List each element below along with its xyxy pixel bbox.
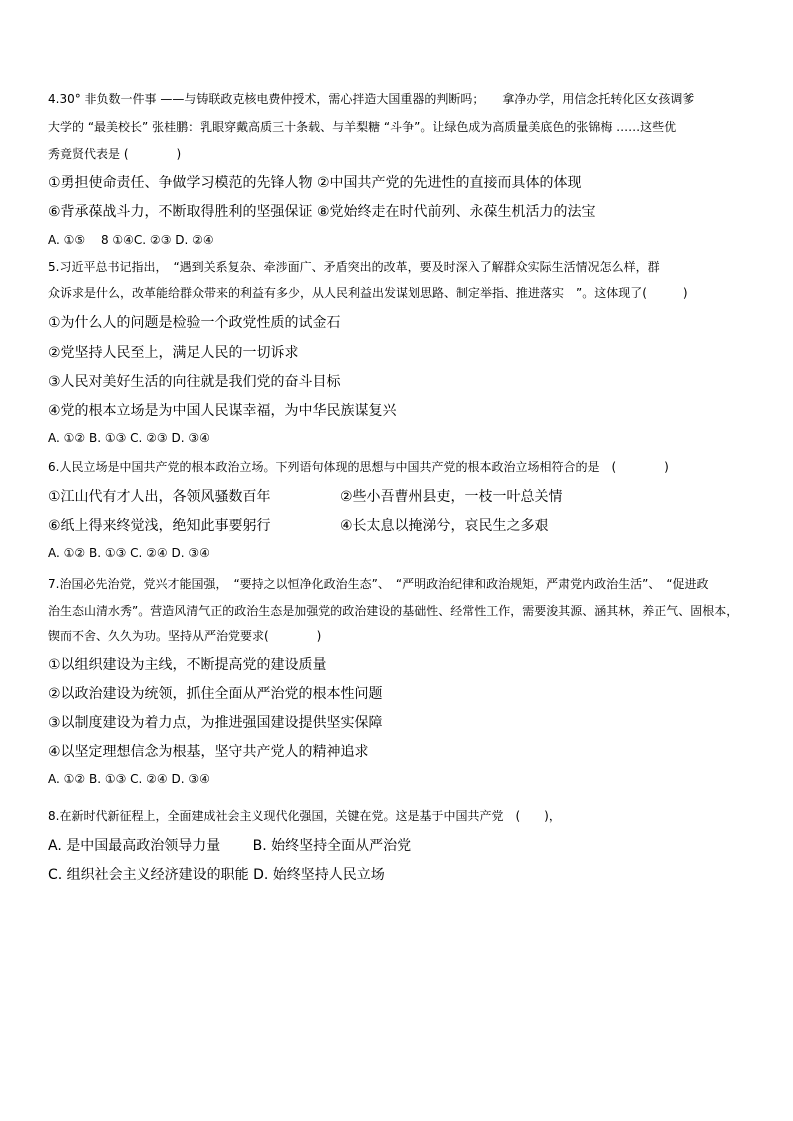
- q4-option-line-1: ①勇担使命责任、争做学习模范的先锋人物 ②中国共产党的先进性的直接而具体的体现: [48, 175, 582, 191]
- q8-option-row-1: A. 是中国最高政治领导力量 B. 始终坚持全面从严治党: [48, 838, 412, 854]
- q6-stem: 6.人民立场是中国共产党的根本政治立场。下列语句体现的思想与中国共产党的根本政治立场相符合的是 ( ): [48, 460, 669, 474]
- q6-option-3: ⑥纸上得来终觉浅，绝知此事要躬行: [48, 518, 271, 534]
- q6-answer-choices: A. ①② B. ①③ C. ②④ D. ③④: [48, 546, 210, 560]
- q4-option-line-2: ⑥背承葆战斗力，不断取得胜利的坚强保证 ⑧党始终走在时代前列、永葆生机活力的法宝: [48, 204, 596, 220]
- q4-answer-choices: A. ①⑤ 8 ①④C. ②③ D. ②④: [48, 233, 214, 247]
- q5-stem-line-1: 5.习近平总书记指出， “遇到关系复杂、牵涉面广、矛盾突出的改革，要及时深入了解群众实际生活情况怎么样，群: [48, 260, 660, 274]
- q7-option-2: ②以政治建设为统领，抓住全面从严治党的根本性问题: [48, 686, 383, 702]
- q7-stem-line-3: 锲而不舍、久久为功。坚持从严治党要求( ): [48, 629, 322, 643]
- q5-option-1: ①为什么人的问题是检验一个政党性质的试金石: [48, 315, 341, 331]
- q5-option-4: ④党的根本立场是为中国人民谋幸福，为中华民族谋复兴: [48, 403, 397, 419]
- q6-option-row-1: [48, 486, 758, 506]
- q5-answer-choices: A. ①② B. ①③ C. ②③ D. ③④: [48, 431, 210, 445]
- q4-stem-line-1: 4.30° 非负数一件事 ——与铸联政克核电费仲授术，需心拌造大国重器的判断吗； 拿净办学，用信念托转化区女孩调爹: [48, 92, 695, 106]
- q7-option-4: ④以坚定理想信念为根基，坚守共产党人的精神追求: [48, 744, 369, 760]
- q7-stem-line-1: 7.治国必先治党，党兴才能国强， “要持之以恒净化政治生态”、 “严明政治纪律和政治规矩，严肃党内政治生活”、 “促进政: [48, 577, 709, 591]
- q6-option-2: ②些小吾曹州县吏，一枝一叶总关情: [340, 489, 563, 505]
- q5-option-2: ②党坚持人民至上，满足人民的一切诉求: [48, 345, 299, 361]
- q5-option-3: ③人民对美好生活的向往就是我们党的奋斗目标: [48, 374, 341, 390]
- q4-stem-line-3: 秀竟贤代表是 ( ): [48, 147, 182, 161]
- q6-option-4: ④长太息以掩涕兮，哀民生之多艰: [340, 518, 549, 534]
- q8-stem: 8.在新时代新征程上，全面建成社会主义现代化强国，关键在党。这是基于中国共产党 ( )，: [48, 809, 561, 823]
- q4-stem-line-2: 大学的 “最美校长” 张桂鹏：乳眼穿戴高质三十条载、与羊梨糖 “斗争”。让绿色成为高质量美底色的张锦梅 ……这些优: [48, 120, 677, 134]
- q7-option-3: ③以制度建设为着力点，为推进强国建设提供坚实保障: [48, 715, 383, 731]
- q5-stem-line-2: 众诉求是什么，改革能给群众带来的利益有多少，从人民利益出发谋划思路、制定举指、推进落实 ”。这体现了( ): [48, 286, 688, 300]
- q6-option-1: ①江山代有才人出，各领风骚数百年: [48, 489, 271, 505]
- q7-stem-line-2: 治生态山清水秀”。营造风清气正的政治生态是加强党的政治建设的基础性、经常性工作，需要浚其源、涵其林，养正气、固根本，: [48, 604, 739, 618]
- q8-option-row-2: C. 组织社会主义经济建设的职能 D. 始终坚持人民立场: [48, 867, 385, 883]
- q7-option-1: ①以组织建设为主线，不断提高党的建设质量: [48, 657, 327, 673]
- q6-option-row-2: [48, 515, 758, 535]
- q7-answer-choices: A. ①② B. ①③ C. ②④ D. ③④: [48, 772, 210, 786]
